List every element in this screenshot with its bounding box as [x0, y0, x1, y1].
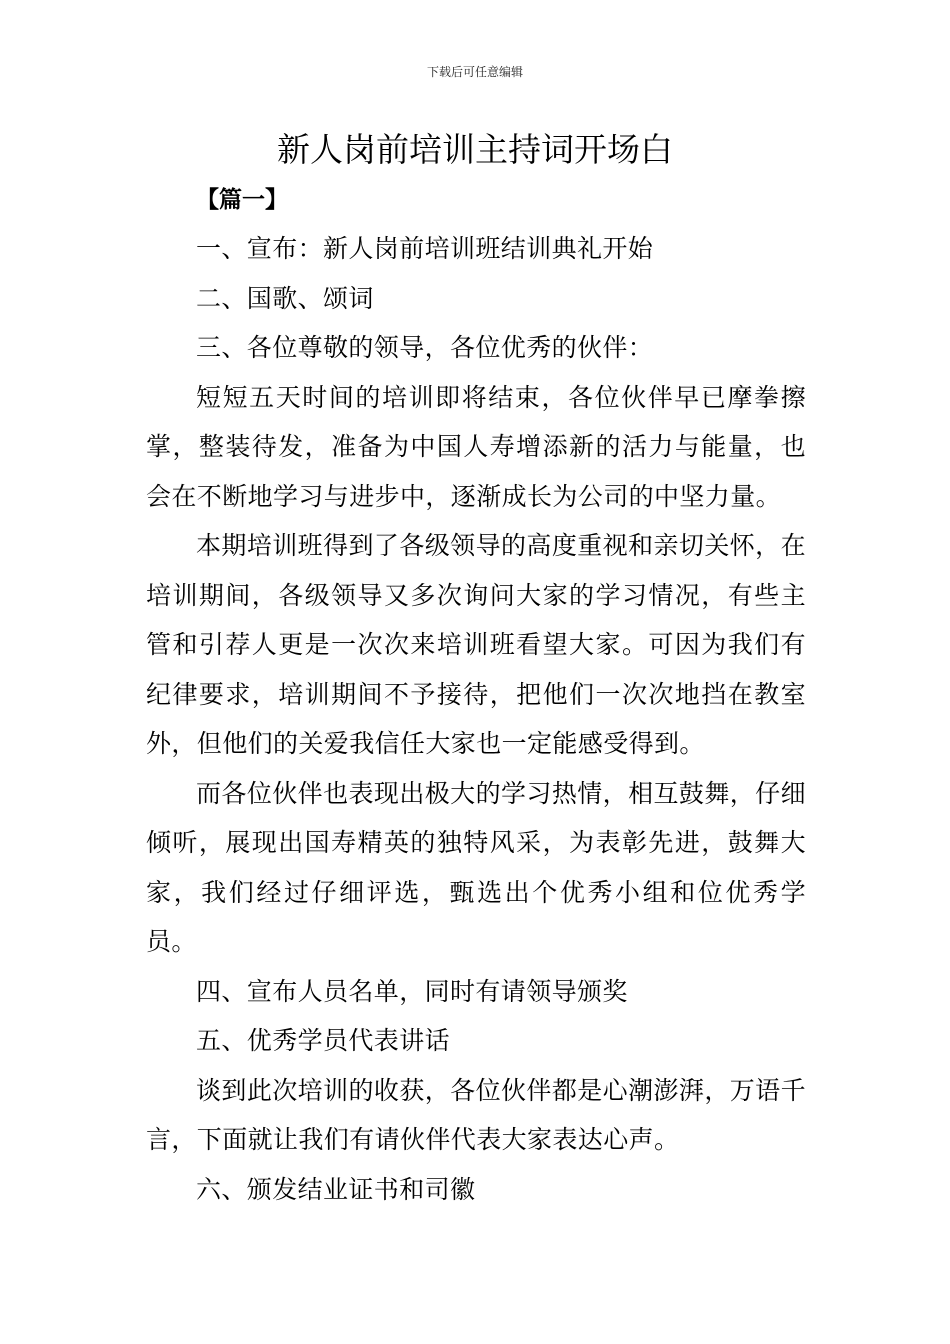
header-note: 下载后可任意编辑	[426, 65, 523, 79]
paragraph-10: 六、颁发结业证书和司徽	[196, 1174, 476, 1204]
paragraph-7: 四、宣布人员名单，同时有请领导颁奖	[196, 976, 628, 1006]
paragraph-6: 而各位伙伴也表现出极大的学习热情，相互鼓舞，仔细倾听，展现出国寿精英的独特风采，为表彰先进，鼓舞大家，我们经过仔细评选，甄选出个优秀小组和位优秀学员。	[146, 778, 806, 956]
paragraph-5: 本期培训班得到了各级领导的高度重视和亲切关怀，在培训期间，各级领导又多次询问大家的学习情况，有些主管和引荐人更是一次次来培训班看望大家。可因为我们有纪律要求，培训期间不予接待，把他们一次次地挡在教室外，但他们的关爱我信任大家也一定能感受得到。	[146, 531, 806, 758]
paragraph-9: 谈到此次培训的收获，各位伙伴都是心潮澎湃，万语千言，下面就让我们有请伙伴代表大家表达心声。	[146, 1075, 806, 1154]
document-body	[146, 224, 806, 1214]
document-title: 新人岗前培训主持词开场白	[277, 130, 673, 169]
paragraph-4: 短短五天时间的培训即将结束，各位伙伴早已摩拳擦掌，整装待发，准备为中国人寿增添新的活力与能量，也会在不断地学习与进步中，逐渐成长为公司的中坚力量。	[146, 382, 806, 511]
paragraph-2: 二、国歌、颂词	[196, 283, 374, 313]
paragraph-1: 一、宣布：新人岗前培训班结训典礼开始	[196, 234, 654, 263]
section-label: 【篇一】	[196, 187, 288, 213]
paragraph-8: 五、优秀学员代表讲话	[196, 1026, 451, 1055]
paragraph-3: 三、各位尊敬的领导，各位优秀的伙伴：	[196, 333, 654, 362]
